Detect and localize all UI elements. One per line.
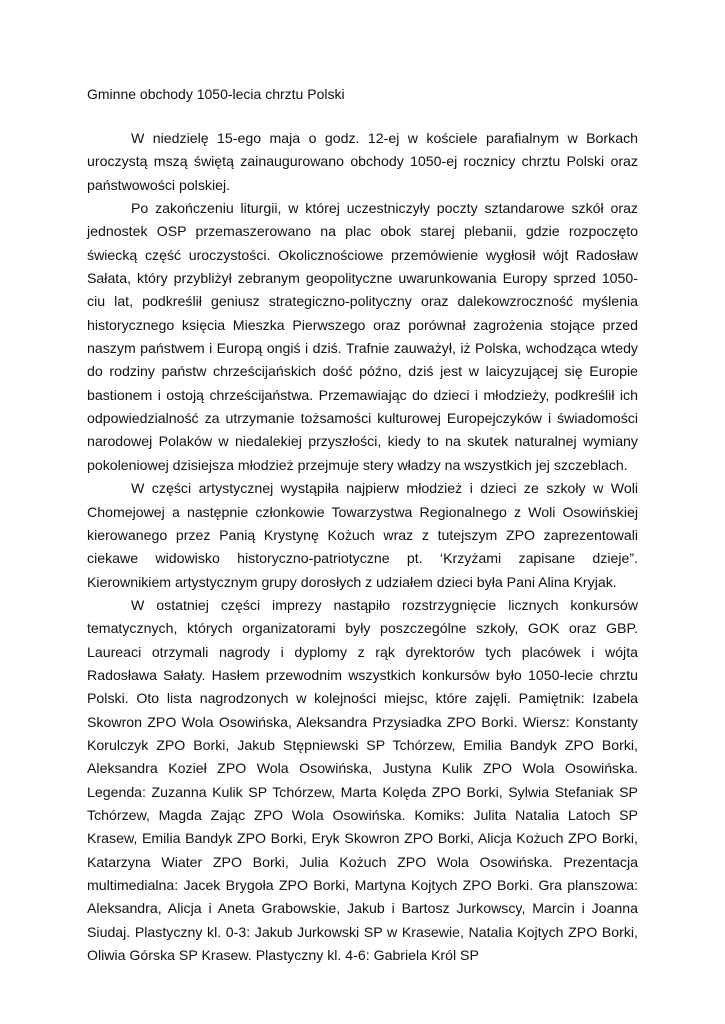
paragraph-artistic-part: W części artystycznej wystąpiła najpierw młodzież i dzieci ze szkoły w Woli Chomejowej a następnie członkowie Towarzystwa Regionalnego z Woli Osowińskiej kierowanego przez Panią Krystynę Kożuch wraz z tutejszym ZPO zaprezentowali ciekawe widowisko historyczno-patriotyczne pt. ‘Krzyżami zapisane dzieje”. Kierownikiem artystycznym grupy dorosłych z udziałem dzieci była Pani Alina Kryjak.: [87, 480, 638, 590]
document-body: [87, 127, 638, 967]
paragraph-inauguration: W niedzielę 15-ego maja o godz. 12-ej w kościele parafialnym w Borkach uroczystą mszą świętą zainaugurowano obchody 1050-ej rocznicy chrztu Polski oraz państwowości polskiej.: [87, 130, 638, 193]
paragraph-speech: Po zakończeniu liturgii, w której uczestniczyły poczty sztandarowe szkół oraz jednostek OSP przemaszerowano na plac obok starej plebanii, gdzie rozpoczęto świecką część uroczystości. Okolicznościowe przemówienie wygłosił wójt Radosław Sałata, który przybliżył zebranym geopolityczne uwarunkowania Europy sprzed 1050-ciu lat, podkreślił geniusz strategiczno-polityczny oraz dalekowzroczność myślenia historycznego księcia Mieszka Pierwszego oraz porównał zagrożenia stojące przed naszym państwem i Europą ongiś i dziś. Trafnie zauważył, iż Polska, wchodząca wtedy do rodziny państw chrześcijańskich dość późno, dziś jest w laicyzującej się Europie bastionem i ostoją chrześcijaństwa. Przemawiając do dzieci i młodzieży, podkreślił ich odpowiedzialność za utrzymanie tożsamości kulturowej Europejczyków i świadomości narodowej Polaków w niedalekiej przyszłości, kiedy to na skutek naturalnej wymiany pokoleniowej dzisiejsza młodzież przejmuje stery władzy na wszystkich jej szczeblach.: [87, 200, 638, 473]
paragraph-contest-results: W ostatniej części imprezy nastąpiło rozstrzygnięcie licznych konkursów tematycznych, których organizatorami były poszczególne szkoły, GOK oraz GBP. Laureaci otrzymali nagrody i dyplomy z rąk dyrektorów tych placówek i wójta Radosława Sałaty. Hasłem przewodnim wszystkich konkursów było 1050-lecie chrztu Polski. Oto lista nagrodzonych w kolejności miejsc, które zajęli. Pamiętnik: Izabela Skowron ZPO Wola Osowińska, Aleksandra Przysiadka ZPO Borki. Wiersz: Konstanty Korulczyk ZPO Borki, Jakub Stępniewski SP Tchórzew, Emilia Bandyk ZPO Borki, Aleksandra Kozieł ZPO Wola Osowińska, Justyna Kulik ZPO Wola Osowińska. Legenda: Zuzanna Kulik SP Tchórzew, Marta Kolęda ZPO Borki, Sylwia Stefaniak SP Tchórzew, Magda Zając ZPO Wola Osowińska. Komiks: Julita Natalia Latoch SP Krasew, Emilia Bandyk ZPO Borki, Eryk Skowron ZPO Borki, Alicja Kożuch ZPO Borki, Katarzyna Wiater ZPO Borki, Julia Kożuch ZPO Wola Osowińska. Prezentacja multimedialna: Jacek Brygoła ZPO Borki, Martyna Kojtych ZPO Borki. Gra planszowa: Aleksandra, Alicja i Aneta Grabowskie, Jakub i Bartosz Jurkowscy, Marcin i Joanna Siudaj. Plastyczny kl. 0-3: Jakub Jurkowski SP w Krasewie, Natalia Kojtych ZPO Borki, Oliwia Górska SP Krasew. Plastyczny kl. 4-6: Gabriela Król SP: [87, 596, 638, 964]
document-title: Gminne obchody 1050-lecia chrztu Polski: [87, 86, 345, 102]
